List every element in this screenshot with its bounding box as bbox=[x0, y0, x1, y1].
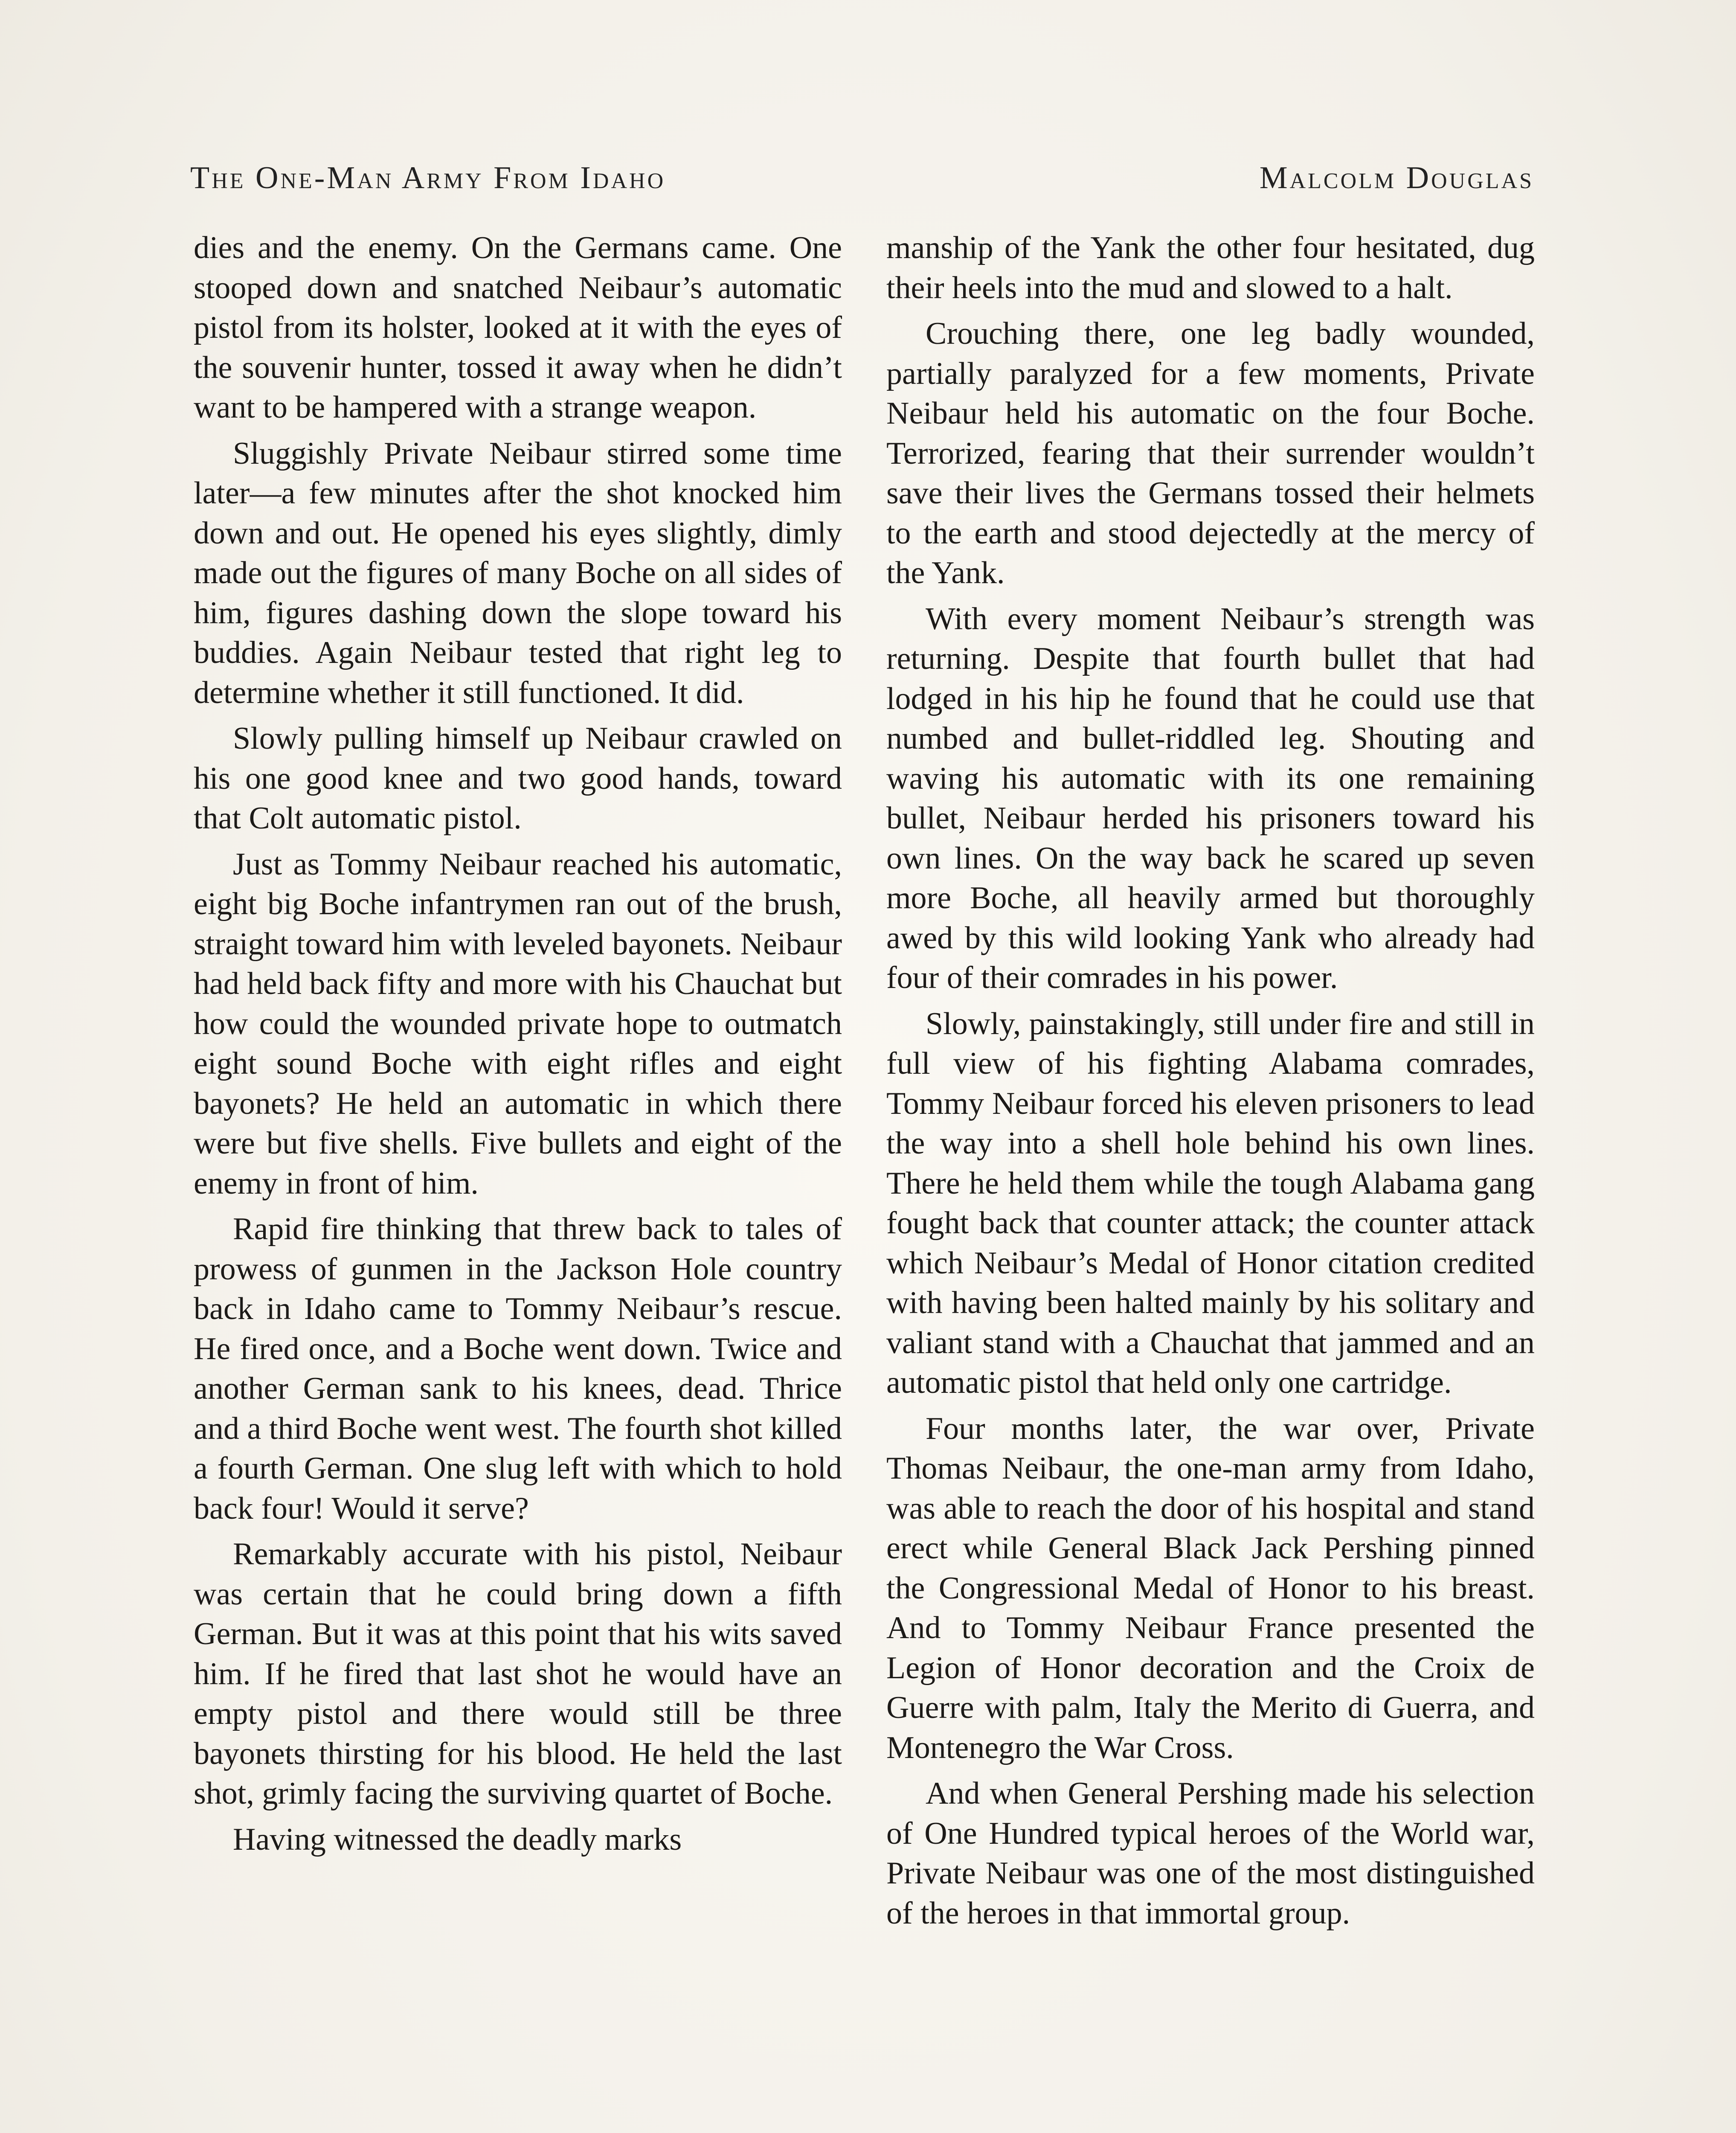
paragraph: Four months later, the war over, Private Thomas Neibaur, the one-man army from Idaho, was able to reach the door of his hospital and stand erect while General Black Jack Pershing pinned the Congressional Medal of Honor to his breast. And to Tommy Neibaur France presented the Legion of Honor decoration and the Croix de Guerre with palm, Italy the Merito di Guerra, and Montenegro the War Cross. bbox=[886, 1411, 1535, 1765]
paragraph: Just as Tommy Neibaur reached his automatic, eight big Boche infantrymen ran out of the brush, straight toward him with leveled bayonets. Neibaur had held back fifty and more with his Chauchat but how could the wounded private hope to outmatch eight sound Boche with eight rifles and eight bayonets? He held an automatic in which there were but five shells. Five bullets and eight of the enemy in front of him. bbox=[194, 846, 842, 1201]
paragraph: Crouching there, one leg badly wounded, partially paralyzed for a few moments, Private Neibaur held his automatic on the four Boche. Terrorized, fearing that their surrender wouldn’t save their lives the Germans tossed their helmets to the earth and stood dejectedly at the mercy of the Yank. bbox=[886, 316, 1535, 590]
paragraph: And when General Pershing made his selection of One Hundred typical heroes of the World war, Private Neibaur was one of the most distinguished of the heroes in that immortal group. bbox=[886, 1776, 1535, 1931]
right-text-column bbox=[886, 228, 1535, 2133]
left-text-column bbox=[194, 228, 842, 2133]
paragraph: Slowly, painstakingly, still under fire and still in full view of his fighting Alabama comrades, Tommy Neibaur forced his eleven prisoners to lead the way into a shell hole behind his own lines. There he held them while the tough Alabama gang fought back that counter attack; the counter attack which Neibaur’s Medal of Honor citation credited with having been halted mainly by his solitary and valiant stand with a Chauchat that jammed and an automatic pistol that held only one cartridge. bbox=[886, 1006, 1535, 1400]
author-name: Malcolm Douglas bbox=[1259, 160, 1534, 195]
running-header bbox=[190, 159, 1534, 197]
paragraph: Sluggishly Private Neibaur stirred some time later—a few minutes after the shot knocked him down and out. He opened his eyes slightly, dimly made out the figures of many Boche on all sides of him, figures dashing down the slope toward his buddies. Again Neibaur tested that right leg to determine whether it still functioned. It did. bbox=[194, 436, 842, 710]
paragraph: Remarkably accurate with his pistol, Neibaur was certain that he could bring down a fifth German. But it was at this point that his wits saved him. If he fired that last shot he would have an empty pistol and there would still be three bayonets thirsting for his blood. He held the last shot, grimly facing the surviving quartet of Boche. bbox=[194, 1537, 842, 1811]
paragraph: Rapid fire thinking that threw back to tales of prowess of gunmen in the Jackson Hole country back in Idaho came to Tommy Neibaur’s rescue. He fired once, and a Boche went down. Twice and another German sank to his knees, dead. Thrice and a third Boche went west. The fourth shot killed a fourth German. One slug left with which to hold back four! Would it serve? bbox=[194, 1212, 842, 1526]
paragraph: Slowly pulling himself up Neibaur crawled on his one good knee and two good hands, toward that Colt automatic pistol. bbox=[194, 721, 842, 836]
paragraph: manship of the Yank the other four hesitated, dug their heels into the mud and slowed to a halt. bbox=[886, 230, 1535, 305]
article-title: The One-Man Army From Idaho bbox=[190, 160, 666, 195]
paragraph: With every moment Neibaur’s strength was returning. Despite that fourth bullet that had lodged in his hip he found that he could use that numbed and bullet-riddled leg. Shouting and waving his automatic with its one remaining bullet, Neibaur herded his prisoners toward his own lines. On the way back he scared up seven more Boche, all heavily armed but thoroughly awed by this wild looking Yank who already had four of their comrades in his power. bbox=[886, 601, 1535, 995]
paragraph: Having witnessed the deadly marks bbox=[233, 1822, 682, 1857]
paragraph: dies and the enemy. On the Germans came. One stooped down and snatched Neibaur’s automatic pistol from its holster, looked at it with the eyes of the souvenir hunter, tossed it away when he didn’t want to be hampered with a strange weapon. bbox=[194, 230, 842, 425]
